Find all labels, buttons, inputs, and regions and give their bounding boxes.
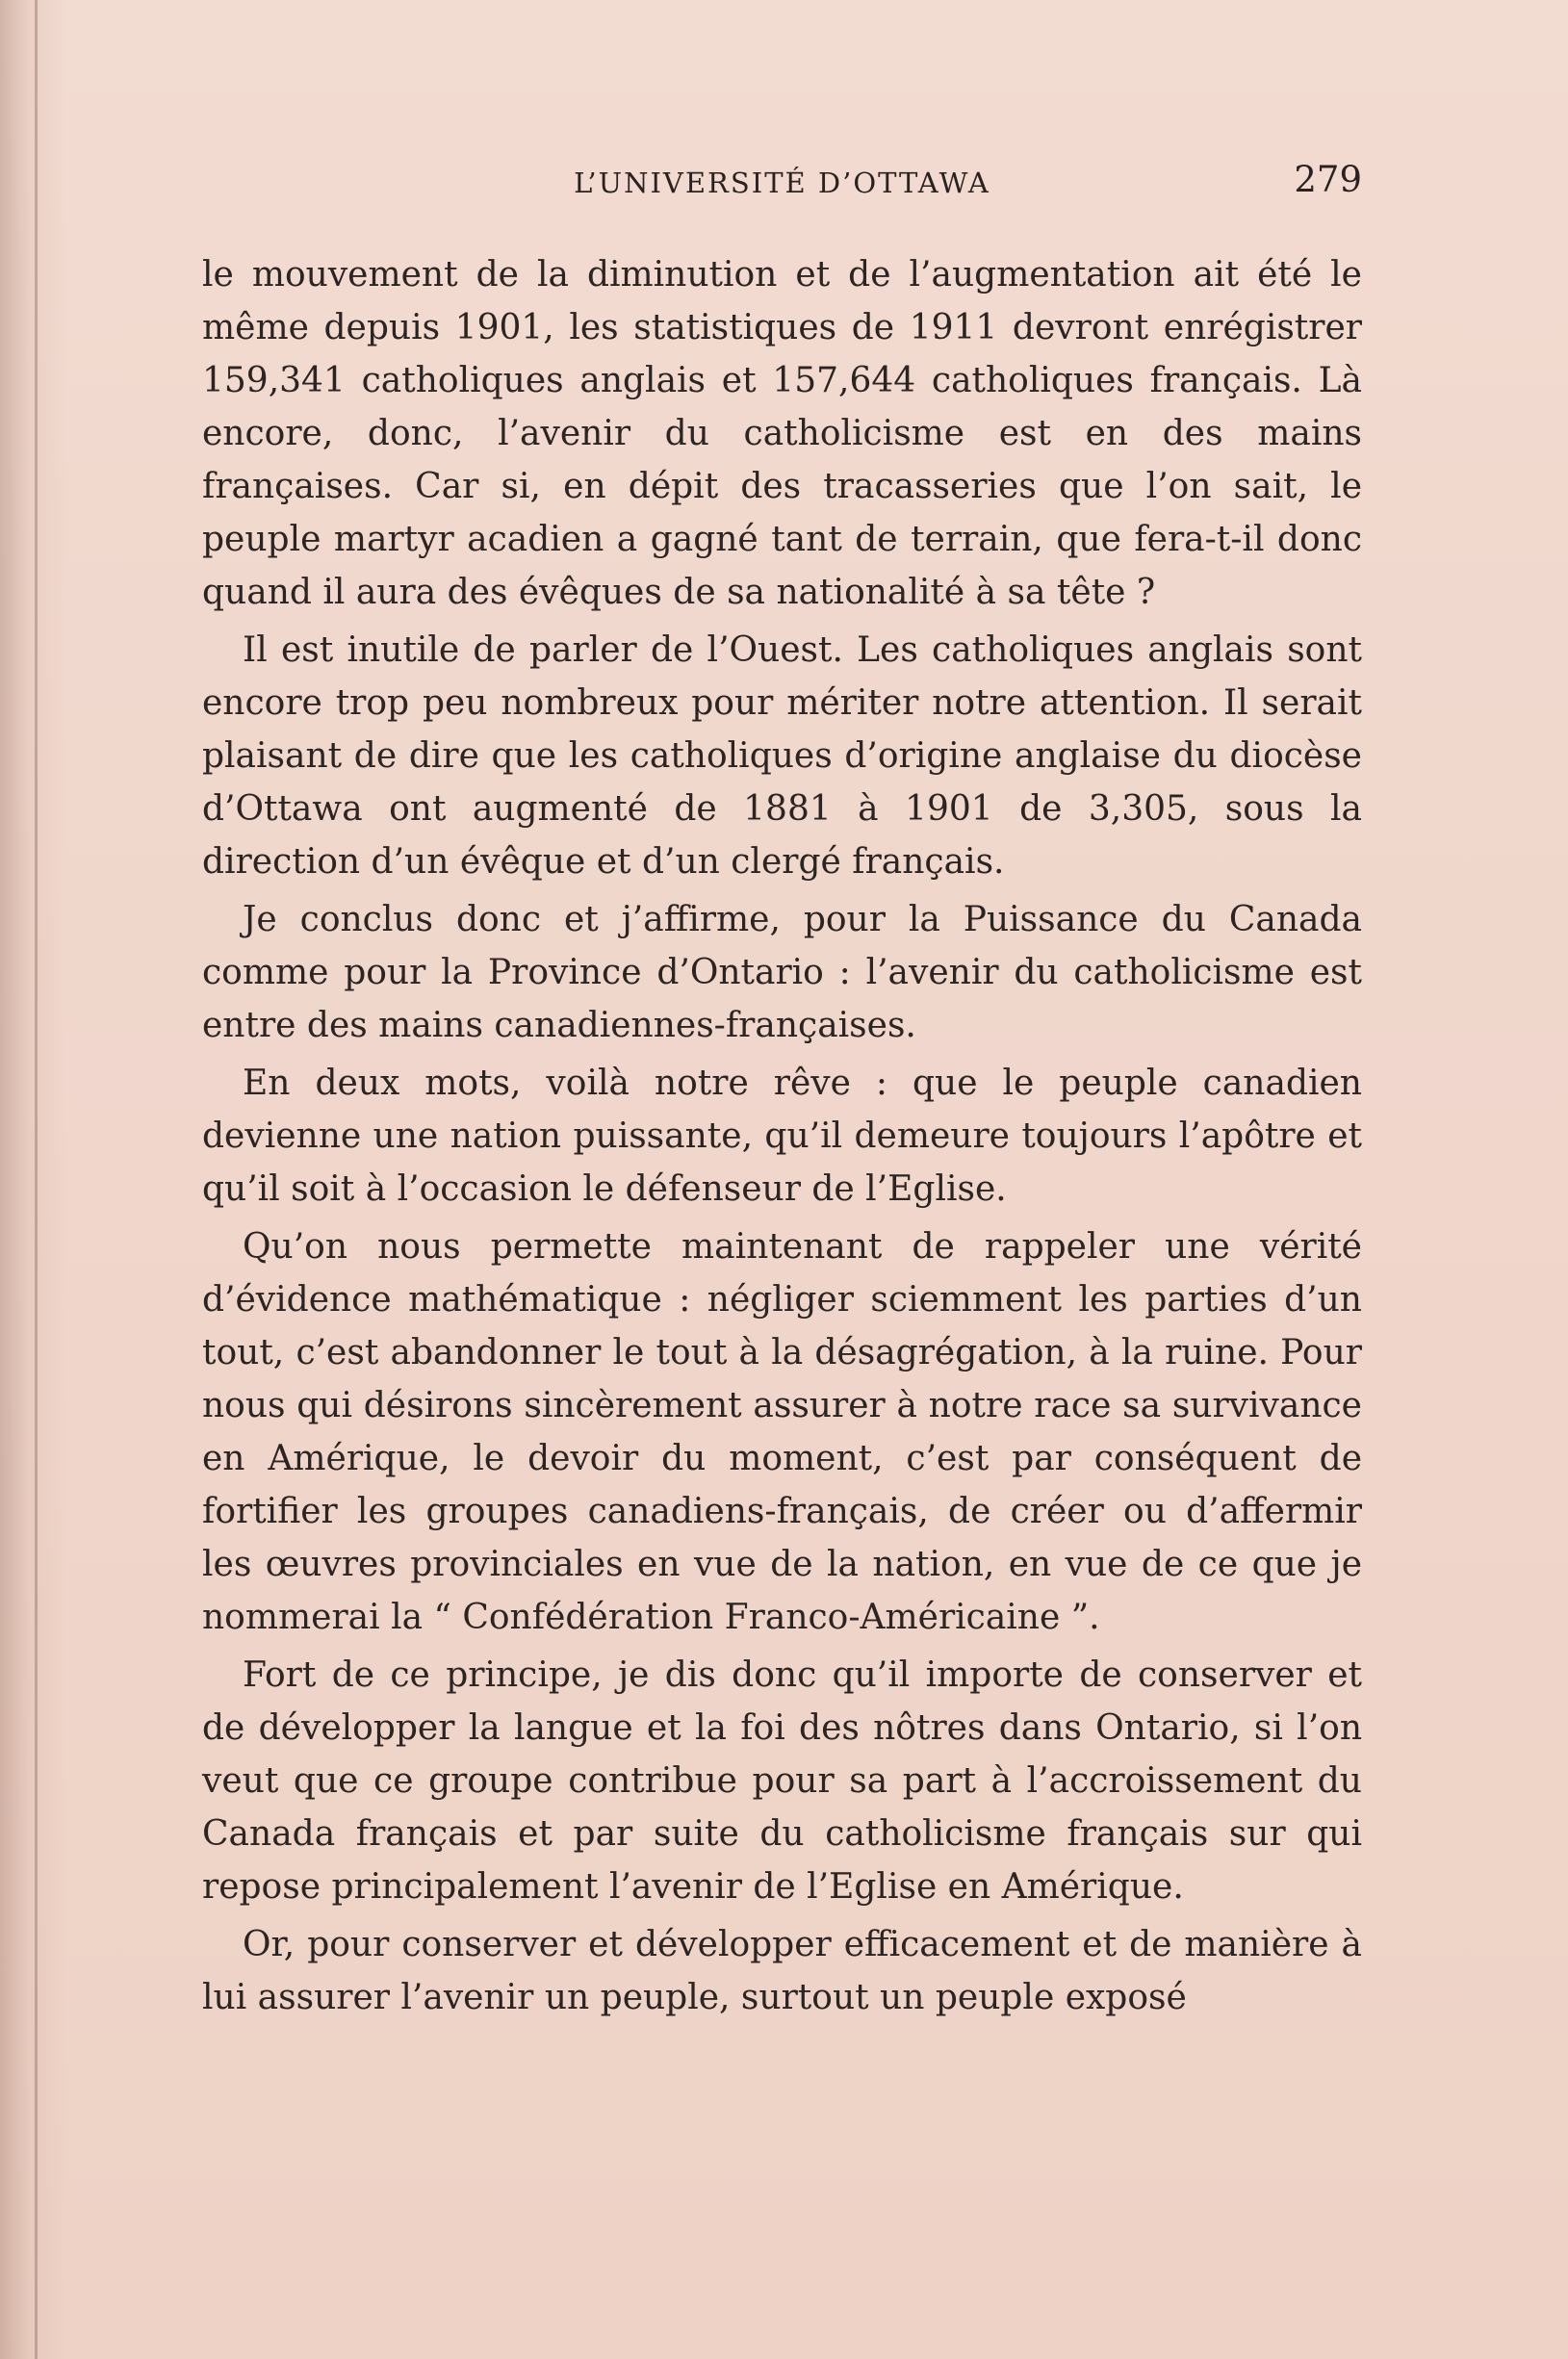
paragraph: Je conclus donc et j’affirme, pour la Puissance du Canada comme pour la Province d’Ontario : l’avenir du catholicisme est entre des mains canadiennes-françaises. xyxy=(202,900,1362,1045)
paragraph: Il est inutile de parler de l’Ouest. Les catholiques anglais sont encore trop peu nombreux pour mériter notre attention. Il serait plaisant de dire que les catholiques d’origine anglaise du diocèse d’Ottawa ont augmenté de 1881 à 1901 de 3,305, sous la direction d’un évêque et d’un clergé français. xyxy=(202,630,1362,882)
page-header xyxy=(202,159,1362,207)
paragraph: En deux mots, voilà notre rêve : que le peuple canadien devienne une nation puissante, qu’il demeure toujours l’apôtre et qu’il soit à l’occasion le défenseur de l’Eglise. xyxy=(202,1064,1362,1209)
page-number: 279 xyxy=(1294,159,1362,200)
binding-gutter xyxy=(35,0,38,2359)
body-text xyxy=(202,248,1362,2029)
running-title: L’UNIVERSITÉ D’OTTAWA xyxy=(574,167,990,199)
paragraph: Or, pour conserver et développer efficacement et de manière à lui assurer l’avenir un peuple, surtout un peuple exposé xyxy=(202,1925,1362,2017)
paragraph: Qu’on nous permette maintenant de rappeler une vérité d’évidence mathématique : négliger sciemment les parties d’un tout, c’est abandonner le tout à la désagrégation, à la ruine. Pour nous qui désirons sincèrement assurer à notre race sa survivance en Amérique, le devoir du moment, c’est par conséquent de fortifier les groupes canadiens-français, de créer ou d’affermir les œuvres provinciales en vue de la nation, en vue de ce que je nommerai la “ Confédération Franco-Américaine ”. xyxy=(202,1227,1362,1637)
paragraph: Fort de ce principe, je dis donc qu’il importe de conserver et de développer la langue et la foi des nôtres dans Ontario, si l’on veut que ce groupe contribue pour sa part à l’accroissement du Canada français et par suite du catholicisme français sur qui repose principalement l’avenir de l’Eglise en Amérique. xyxy=(202,1655,1362,1907)
paragraph: le mouvement de la diminution et de l’augmentation ait été le même depuis 1901, les statistiques de 1911 devront enrégistrer 159,341 catholiques anglais et 157,644 catholiques français. Là encore, donc, l’avenir du catholicisme est en des mains françaises. Car si, en dépit des tracasseries que l’on sait, le peuple martyr acadien a gagné tant de terrain, que fera-t-il donc quand il aura des évêques de sa nationalité à sa tête ? xyxy=(202,255,1362,612)
